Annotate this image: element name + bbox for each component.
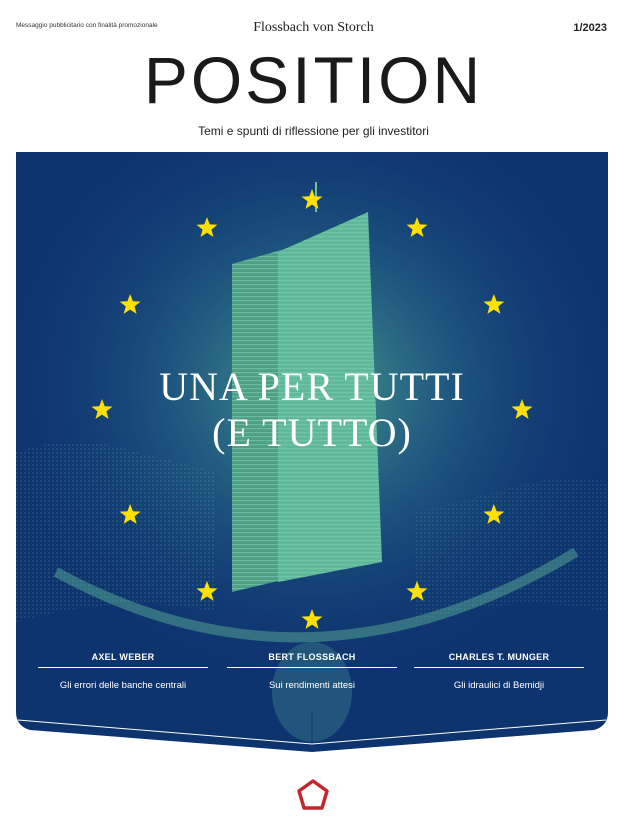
column-topic: Gli idraulici di Bemidji: [453, 680, 545, 691]
tagline: Temi e spunti di riflessione per gli investitori: [198, 124, 429, 138]
column-topic: Gli errori delle banche centrali: [59, 680, 187, 691]
cover-headline: [16, 364, 608, 456]
column-topic: Sui rendimenti attesi: [268, 680, 356, 691]
cover-headline-line-2: (E TUTTO): [212, 410, 412, 455]
pentagon-logo-icon: [296, 778, 330, 812]
column-author: AXEL WEBER: [38, 652, 208, 668]
issue-number: 1/2023: [573, 22, 607, 34]
promo-disclaimer: Messaggio pubblicitario con finalità promozionale: [16, 22, 158, 29]
column-axel-weber[interactable]: [38, 652, 208, 691]
column-author: CHARLES T. MUNGER: [414, 652, 584, 668]
column-author: BERT FLOSSBACH: [227, 652, 397, 668]
cover-artwork: [16, 152, 608, 752]
column-charles-munger[interactable]: [414, 652, 584, 691]
masthead-title: POSITION: [143, 43, 484, 117]
brand-name: Flossbach von Storch: [253, 20, 374, 35]
column-bert-flossbach[interactable]: [227, 652, 397, 691]
cover-headline-line-1: UNA PER TUTTI: [159, 364, 465, 409]
